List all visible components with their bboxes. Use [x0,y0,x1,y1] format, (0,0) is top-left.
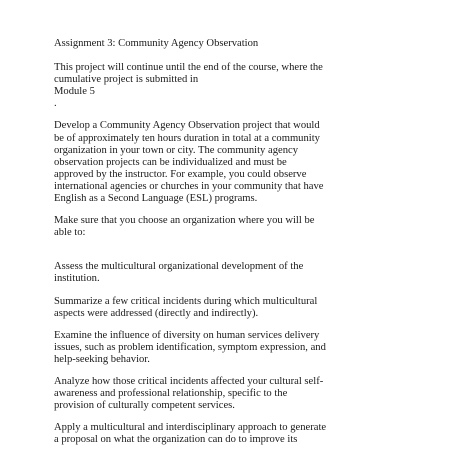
paragraph-analyze: Analyze how those critical incidents affected your cultural self- awareness and professional relationship, specific to the provision of culturally competent services. [54,375,324,412]
paragraph-summarize: Summarize a few critical incidents during which multicultural aspects were addressed (directly and indirectly). [54,295,318,319]
paragraph-organization-choice: Make sure that you choose an organization where you will be able to: [54,215,315,239]
paragraph-apply: Apply a multicultural and interdisciplinary approach to generate a proposal on what the organization can do to improve its [54,422,327,446]
document-page [54,38,414,456]
paragraph-project-description: Develop a Community Agency Observation project that would be of approximately ten hours duration in total at a community organization in your town or city. The community agency observation projects can be individualized and must be approved by the instructor. For example, you could observe international agencies or churches in your community that have English as a Second Language (ESL) programs. [54,120,324,205]
paragraph-assess: Assess the multicultural organizational development of the institution. [54,261,304,285]
paragraph-project-timeline: This project will continue until the end of the course, where the cumulative project is submitted in Module 5 . [54,62,323,110]
paragraph-examine: Examine the influence of diversity on human services delivery issues, such as problem identification, symptom expression, and help-seeking behavior. [54,329,326,365]
document-title: Assignment 3: Community Agency Observation [54,38,259,49]
